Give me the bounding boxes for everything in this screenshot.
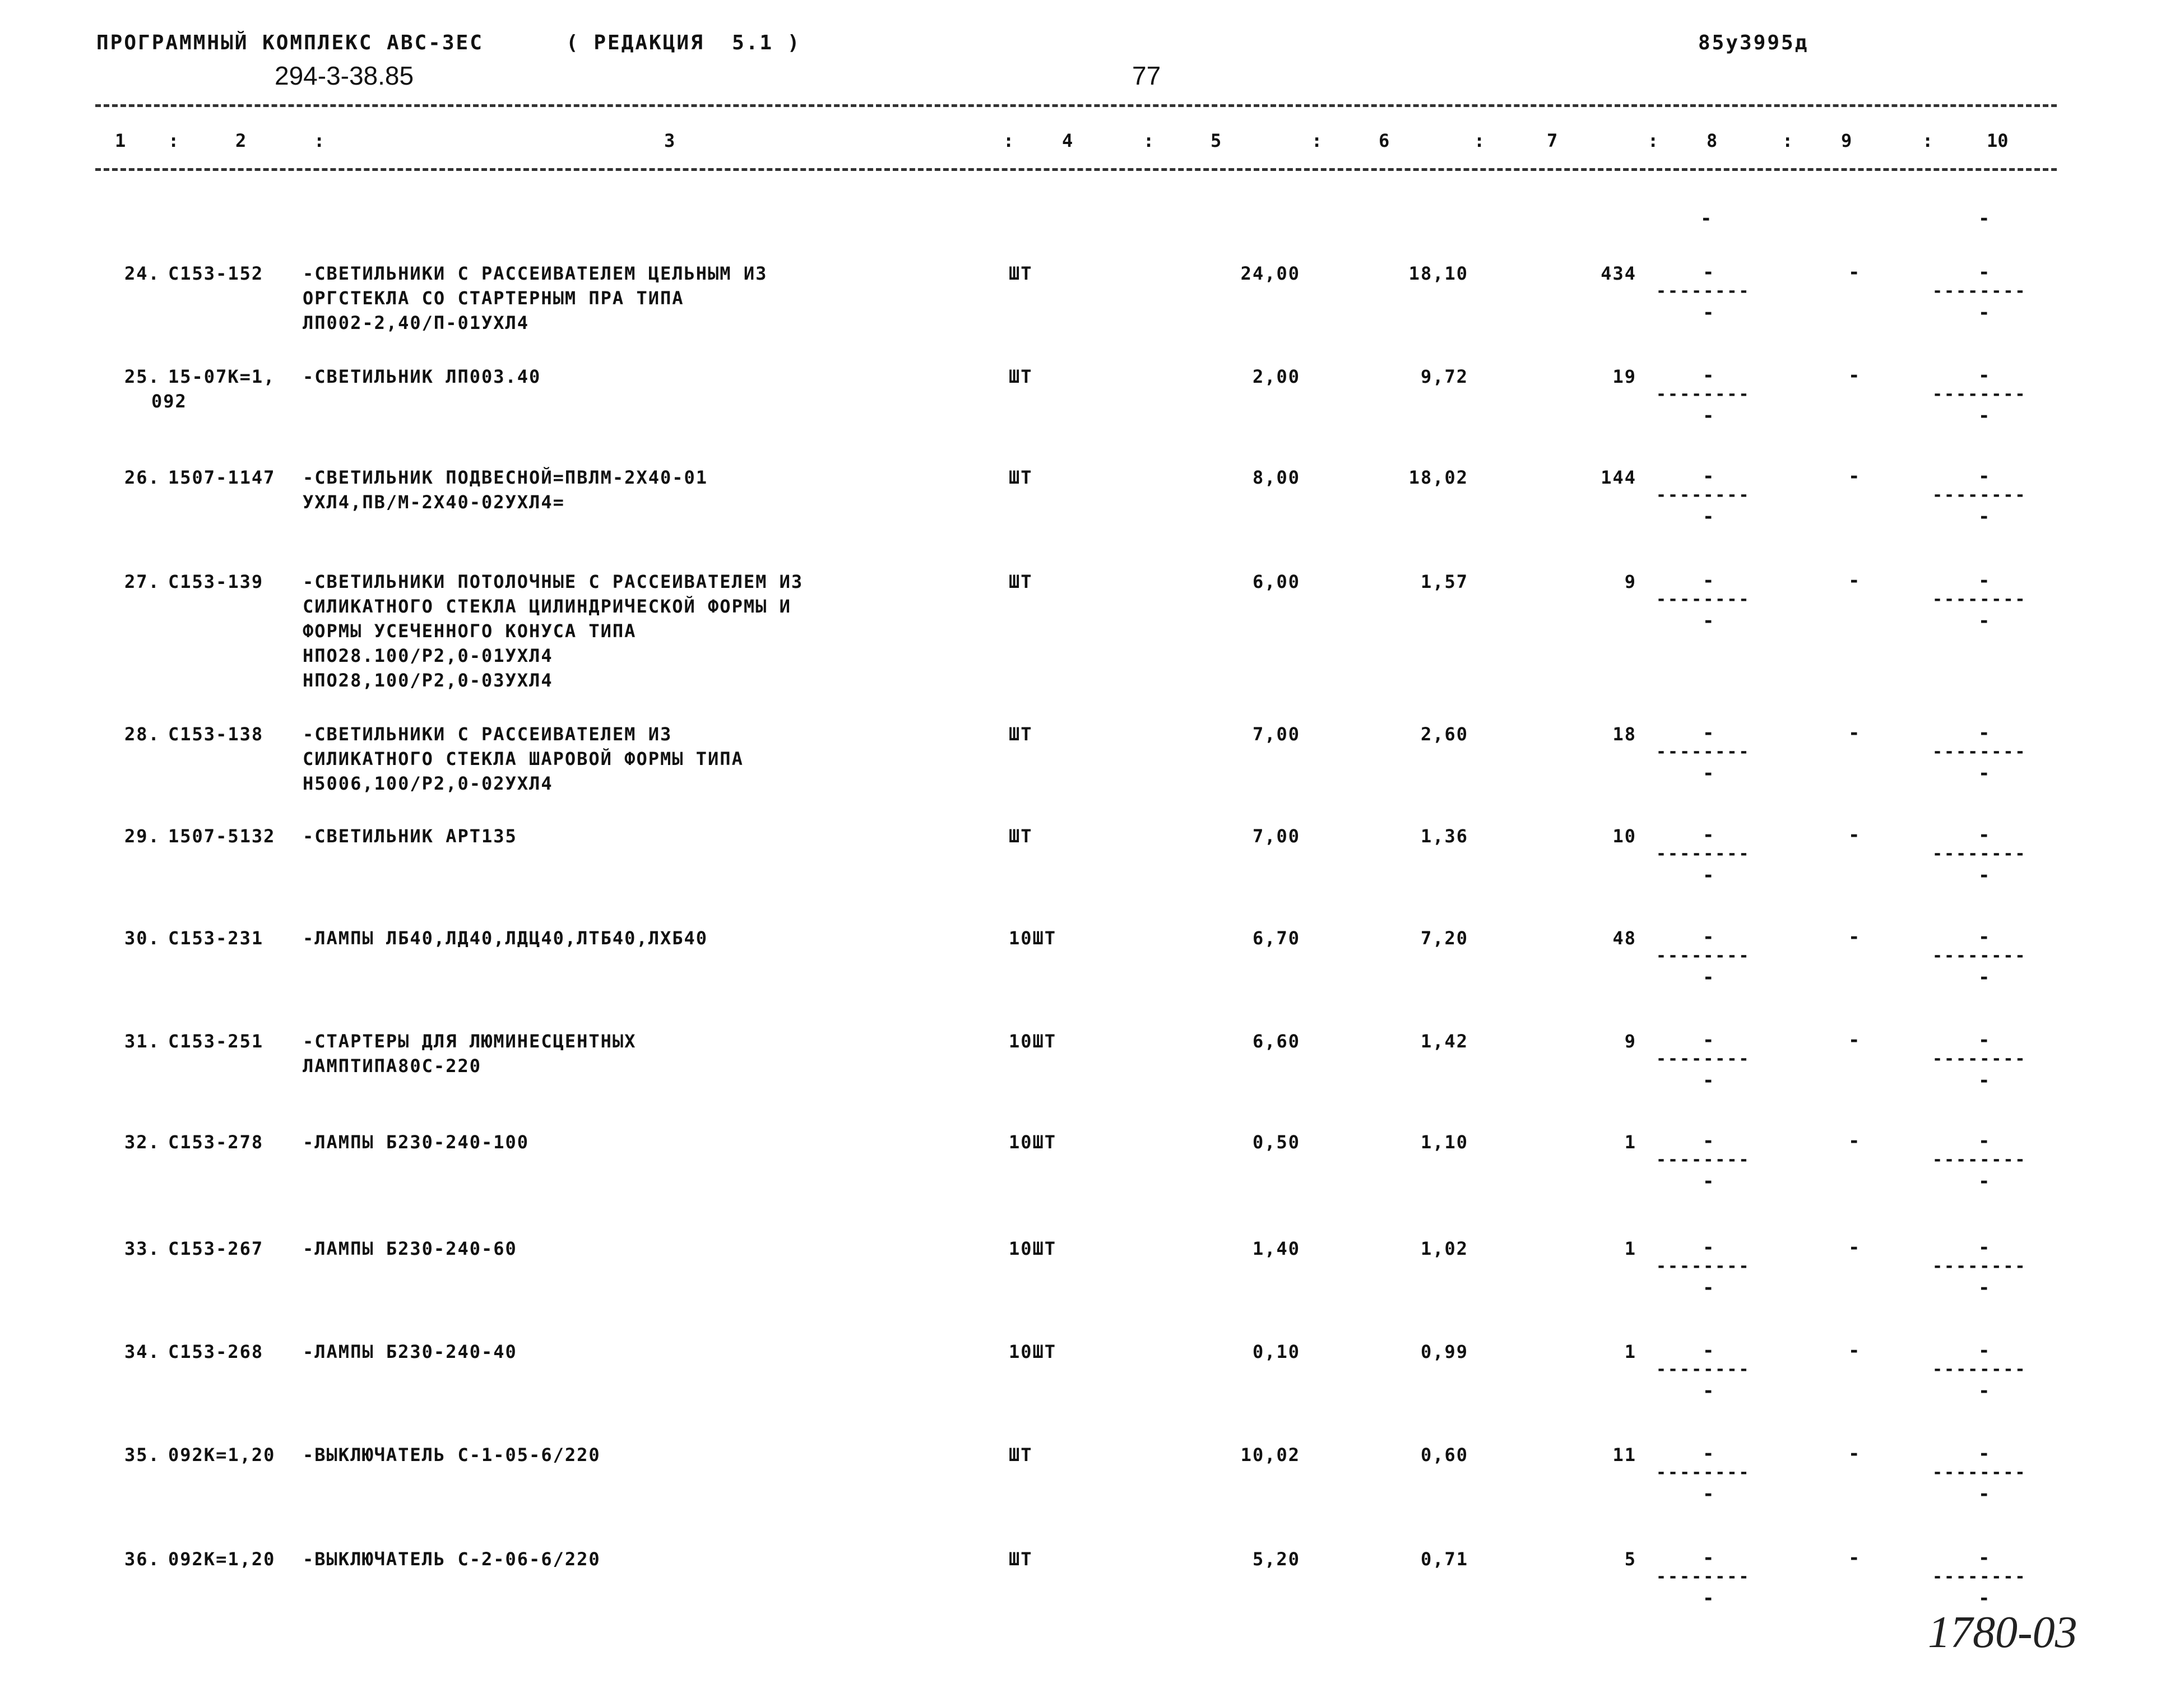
col10-top: - <box>1978 1339 1990 1362</box>
column-separator: : <box>1782 130 1793 151</box>
col10-bottom: - <box>1978 966 1990 989</box>
unit: ШТ <box>1009 826 1033 847</box>
col8-bottom: - <box>1703 1170 1714 1193</box>
col10-top: - <box>1978 926 1990 948</box>
column-number-1: 1 <box>115 130 126 151</box>
col8-bottom: - <box>1703 762 1714 785</box>
col8-top: - <box>1703 569 1714 592</box>
quantity: 7,00 <box>1252 724 1300 745</box>
column-number-5: 5 <box>1211 130 1222 151</box>
unit: 10ШТ <box>1009 1341 1057 1362</box>
col9-value: - <box>1848 824 1860 846</box>
col8-top: - <box>1703 1130 1714 1152</box>
col10-divider: -------- <box>1932 590 2027 609</box>
total-cost: 48 <box>1612 928 1636 949</box>
total-cost: 11 <box>1612 1444 1636 1466</box>
col8-top: - <box>1703 1236 1714 1259</box>
unit: ШТ <box>1009 1444 1033 1466</box>
col10-top: - <box>1978 1547 1990 1569</box>
col8-top: - <box>1703 364 1714 387</box>
col10-top: - <box>1978 364 1990 387</box>
price-code: С153-251 <box>168 1031 264 1052</box>
unit: 10ШТ <box>1009 1031 1057 1052</box>
row-number: 35. <box>124 1444 160 1466</box>
price-code: 092К=1,20 <box>168 1548 276 1570</box>
price-code: С153-267 <box>168 1238 264 1259</box>
unit-cost: 18,02 <box>1408 467 1468 488</box>
column-number-6: 6 <box>1379 130 1390 151</box>
top-mark-col8: - <box>1700 207 1712 230</box>
column-number-7: 7 <box>1547 130 1558 151</box>
col10-bottom: - <box>1978 864 1990 887</box>
header-rule-bottom <box>95 168 2057 171</box>
col9-value: - <box>1848 1443 1860 1465</box>
row-number: 33. <box>124 1238 160 1259</box>
col8-divider: -------- <box>1656 1463 1751 1482</box>
col8-bottom: - <box>1703 966 1714 989</box>
col10-top: - <box>1978 1443 1990 1465</box>
total-cost: 18 <box>1612 724 1636 745</box>
col8-divider: -------- <box>1656 1256 1751 1276</box>
unit-cost: 2,60 <box>1420 724 1468 745</box>
col9-value: - <box>1848 926 1860 948</box>
total-cost: 1 <box>1624 1131 1636 1153</box>
top-mark-col10: - <box>1978 207 1990 230</box>
unit: ШТ <box>1009 724 1033 745</box>
col9-value: - <box>1848 1339 1860 1362</box>
item-description: -ЛАМПЫ Б230-240-40 <box>303 1341 517 1362</box>
column-separator: : <box>1143 130 1154 151</box>
total-cost: 19 <box>1612 366 1636 387</box>
col8-top: - <box>1703 465 1714 488</box>
col10-top: - <box>1978 1029 1990 1051</box>
col10-bottom: - <box>1978 1170 1990 1193</box>
col10-bottom: - <box>1978 1483 1990 1505</box>
edition-label: ( РЕДАКЦИЯ 5.1 ) <box>566 31 801 54</box>
col8-bottom: - <box>1703 610 1714 632</box>
col8-bottom: - <box>1703 1483 1714 1505</box>
col8-bottom: - <box>1703 302 1714 324</box>
col8-divider: -------- <box>1656 590 1751 609</box>
quantity: 1,40 <box>1252 1238 1300 1259</box>
item-description: -ЛАМПЫ ЛБ40,ЛД40,ЛДЦ40,ЛТБ40,ЛХБ40 <box>303 928 708 949</box>
unit-cost: 1,42 <box>1420 1031 1468 1052</box>
col8-top: - <box>1703 824 1714 846</box>
col10-bottom: - <box>1978 302 1990 324</box>
col9-value: - <box>1848 364 1860 387</box>
col10-top: - <box>1978 824 1990 846</box>
total-cost: 1 <box>1624 1341 1636 1362</box>
quantity: 2,00 <box>1252 366 1300 387</box>
unit-cost: 1,02 <box>1420 1238 1468 1259</box>
col8-top: - <box>1703 1029 1714 1051</box>
col10-bottom: - <box>1978 762 1990 785</box>
col10-divider: -------- <box>1932 844 2027 864</box>
unit-cost: 0,60 <box>1420 1444 1468 1466</box>
col10-top: - <box>1978 1130 1990 1152</box>
col8-divider: -------- <box>1656 281 1751 301</box>
item-description: -СВЕТИЛЬНИКИ С РАССЕИВАТЕЛЕМ ЦЕЛЬНЫМ ИЗ ОРГСТЕКЛА СО СТАРТЕРНЫМ ПРА ТИПА ЛП002-2,40/П-01УХЛ4 <box>303 263 768 333</box>
quantity: 6,70 <box>1252 928 1300 949</box>
col8-top: - <box>1703 1339 1714 1362</box>
unit-cost: 1,36 <box>1420 826 1468 847</box>
col9-value: - <box>1848 1236 1860 1259</box>
col8-divider: -------- <box>1656 946 1751 966</box>
column-number-8: 8 <box>1707 130 1718 151</box>
col8-bottom: - <box>1703 864 1714 887</box>
unit-cost: 1,10 <box>1420 1131 1468 1153</box>
col10-bottom: - <box>1978 610 1990 632</box>
unit-cost: 0,99 <box>1420 1341 1468 1362</box>
quantity: 5,20 <box>1252 1548 1300 1570</box>
col8-bottom: - <box>1703 1069 1714 1092</box>
unit: ШТ <box>1009 571 1033 592</box>
price-code: С153-268 <box>168 1341 264 1362</box>
total-cost: 9 <box>1624 1031 1636 1052</box>
col10-divider: -------- <box>1932 1463 2027 1482</box>
col10-divider: -------- <box>1932 1049 2027 1069</box>
col10-bottom: - <box>1978 1380 1990 1402</box>
item-description: -СВЕТИЛЬНИК ПОДВЕСНОЙ=ПВЛМ-2Х40-01 УХЛ4,ПВ/М-2Х40-02УХЛ4= <box>303 467 708 513</box>
page-number: 77 <box>1132 61 1161 90</box>
column-number-4: 4 <box>1062 130 1073 151</box>
item-description: -ЛАМПЫ Б230-240-100 <box>303 1131 530 1153</box>
column-separator: : <box>314 130 325 151</box>
handwritten-stamp: 1780-03 <box>1928 1608 2078 1657</box>
col8-divider: -------- <box>1656 485 1751 505</box>
col8-top: - <box>1703 926 1714 948</box>
col8-top: - <box>1703 1547 1714 1569</box>
col10-divider: -------- <box>1932 485 2027 505</box>
col10-top: - <box>1978 261 1990 284</box>
item-description: -ЛАМПЫ Б230-240-60 <box>303 1238 517 1259</box>
price-code: 1507-1147 <box>168 467 276 488</box>
total-cost: 434 <box>1601 263 1636 284</box>
col10-divider: -------- <box>1932 946 2027 966</box>
price-code: С153-152 <box>168 263 264 284</box>
quantity: 24,00 <box>1240 263 1300 284</box>
unit-cost: 7,20 <box>1420 928 1468 949</box>
item-description: -СТАРТЕРЫ ДЛЯ ЛЮМИНЕСЦЕНТНЫХ ЛАМПТИПА80С-220 <box>303 1031 637 1077</box>
price-code: 15-07К=1, <box>168 366 276 387</box>
unit: 10ШТ <box>1009 1238 1057 1259</box>
col8-divider: -------- <box>1656 1567 1751 1587</box>
item-description: -СВЕТИЛЬНИКИ С РАССЕИВАТЕЛЕМ ИЗ СИЛИКАТНОГО СТЕКЛА ШАРОВОЙ ФОРМЫ ТИПА Н5006,100/Р2,0-02УХЛ4 <box>303 724 744 794</box>
unit: ШТ <box>1009 1548 1033 1570</box>
price-code: С153-138 <box>168 724 264 745</box>
item-description: -СВЕТИЛЬНИК ЛП003.40 <box>303 366 541 387</box>
total-cost: 1 <box>1624 1238 1636 1259</box>
project-code: 294-3-38.85 <box>275 61 414 90</box>
row-number: 29. <box>124 826 160 847</box>
row-number: 28. <box>124 724 160 745</box>
quantity: 0,10 <box>1252 1341 1300 1362</box>
col10-bottom: - <box>1978 1277 1990 1299</box>
col10-bottom: - <box>1978 506 1990 528</box>
col8-divider: -------- <box>1656 1360 1751 1379</box>
item-description: -ВЫКЛЮЧАТЕЛЬ С-2-06-6/220 <box>303 1548 601 1570</box>
price-code: С153-139 <box>168 571 264 592</box>
quantity: 7,00 <box>1252 826 1300 847</box>
col9-value: - <box>1848 1029 1860 1051</box>
col10-divider: -------- <box>1932 1360 2027 1379</box>
col10-top: - <box>1978 722 1990 744</box>
unit-cost: 1,57 <box>1420 571 1468 592</box>
col10-divider: -------- <box>1932 281 2027 301</box>
col10-top: - <box>1978 569 1990 592</box>
unit: ШТ <box>1009 467 1033 488</box>
price-code: 1507-5132 <box>168 826 276 847</box>
column-separator: : <box>1311 130 1323 151</box>
price-code: С153-231 <box>168 928 264 949</box>
column-separator: : <box>1003 130 1014 151</box>
col8-divider: -------- <box>1656 384 1751 404</box>
col8-bottom: - <box>1703 1380 1714 1402</box>
header-rule-top <box>95 104 2057 107</box>
unit: ШТ <box>1009 366 1033 387</box>
col10-bottom: - <box>1978 1587 1990 1610</box>
col8-bottom: - <box>1703 1587 1714 1610</box>
total-cost: 144 <box>1601 467 1636 488</box>
col8-top: - <box>1703 722 1714 744</box>
item-description: -СВЕТИЛЬНИКИ ПОТОЛОЧНЫЕ С РАССЕИВАТЕЛЕМ ИЗ СИЛИКАТНОГО СТЕКЛА ЦИЛИНДРИЧЕСКОЙ ФОРМЫ И ФОРМЫ УСЕЧЕННОГО КОНУСА ТИПА НПО28.100/Р2,0-01УХЛ4 НПО28,100/Р2,0-03УХЛ4 <box>303 571 804 691</box>
price-code: С153-278 <box>168 1131 264 1153</box>
unit-cost: 18,10 <box>1408 263 1468 284</box>
item-description: -СВЕТИЛЬНИК АРТ135 <box>303 826 517 847</box>
item-description: -ВЫКЛЮЧАТЕЛЬ С-1-05-6/220 <box>303 1444 601 1466</box>
col9-value: - <box>1848 1130 1860 1152</box>
unit: 10ШТ <box>1009 1131 1057 1153</box>
col8-divider: -------- <box>1656 742 1751 762</box>
col10-top: - <box>1978 465 1990 488</box>
col8-divider: -------- <box>1656 1049 1751 1069</box>
row-number: 24. <box>124 263 160 284</box>
quantity: 0,50 <box>1252 1131 1300 1153</box>
column-separator: : <box>1648 130 1659 151</box>
col9-value: - <box>1848 569 1860 592</box>
col8-top: - <box>1703 261 1714 284</box>
quantity: 8,00 <box>1252 467 1300 488</box>
unit-cost: 9,72 <box>1420 366 1468 387</box>
program-title: ПРОГРАММНЫЙ КОМПЛЕКС АВС-ЗЕС <box>96 31 484 54</box>
col9-value: - <box>1848 722 1860 744</box>
row-number: 32. <box>124 1131 160 1153</box>
col9-value: - <box>1848 1547 1860 1569</box>
col10-divider: -------- <box>1932 384 2027 404</box>
total-cost: 9 <box>1624 571 1636 592</box>
row-number: 27. <box>124 571 160 592</box>
column-number-3: 3 <box>664 130 675 151</box>
quantity: 6,60 <box>1252 1031 1300 1052</box>
column-number-9: 9 <box>1841 130 1852 151</box>
col9-value: - <box>1848 465 1860 488</box>
col9-value: - <box>1848 261 1860 284</box>
total-cost: 5 <box>1624 1548 1636 1570</box>
price-code: 092К=1,20 <box>168 1444 276 1466</box>
col8-bottom: - <box>1703 1277 1714 1299</box>
col10-divider: -------- <box>1932 1150 2027 1170</box>
price-code-cont: 092 <box>151 391 187 412</box>
col10-divider: -------- <box>1932 1256 2027 1276</box>
row-number: 25. <box>124 366 160 387</box>
quantity: 6,00 <box>1252 571 1300 592</box>
unit: 10ШТ <box>1009 928 1057 949</box>
col8-top: - <box>1703 1443 1714 1465</box>
row-number: 34. <box>124 1341 160 1362</box>
unit: ШТ <box>1009 263 1033 284</box>
document-code: 85у3995д <box>1698 31 1809 54</box>
column-separator: : <box>1922 130 1933 151</box>
quantity: 10,02 <box>1240 1444 1300 1466</box>
col10-divider: -------- <box>1932 1567 2027 1587</box>
col10-divider: -------- <box>1932 742 2027 762</box>
col10-top: - <box>1978 1236 1990 1259</box>
row-number: 36. <box>124 1548 160 1570</box>
unit-cost: 0,71 <box>1420 1548 1468 1570</box>
col8-bottom: - <box>1703 506 1714 528</box>
column-separator: : <box>1474 130 1485 151</box>
col10-bottom: - <box>1978 1069 1990 1092</box>
col10-bottom: - <box>1978 405 1990 427</box>
total-cost: 10 <box>1612 826 1636 847</box>
col8-divider: -------- <box>1656 844 1751 864</box>
row-number: 26. <box>124 467 160 488</box>
column-separator: : <box>168 130 179 151</box>
col8-divider: -------- <box>1656 1150 1751 1170</box>
row-number: 30. <box>124 928 160 949</box>
column-number-10: 10 <box>1987 130 2009 151</box>
column-number-2: 2 <box>235 130 247 151</box>
col8-bottom: - <box>1703 405 1714 427</box>
row-number: 31. <box>124 1031 160 1052</box>
